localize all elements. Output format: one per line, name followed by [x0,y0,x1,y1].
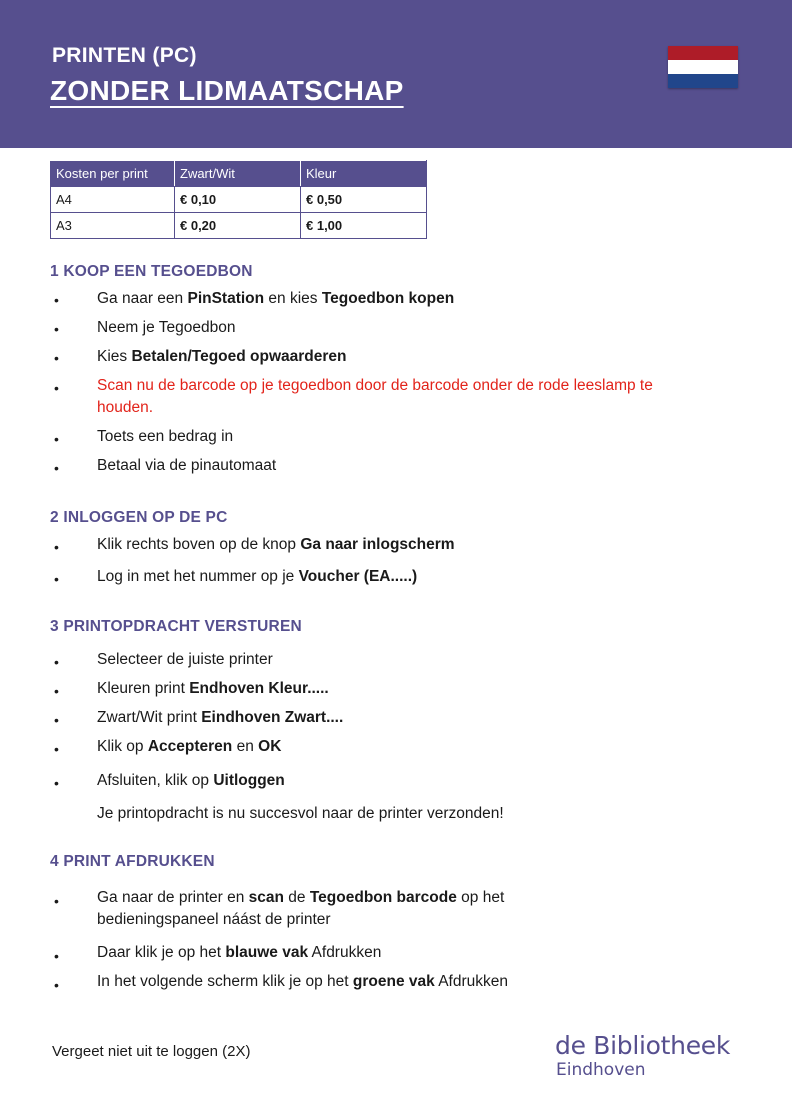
list-item [97,971,717,993]
text-run: Scan nu de barcode op je tegoedbon door de barcode onder de rode leeslamp te houden. [97,377,653,416]
text-run: Kleuren print [97,680,190,697]
emphasis-text: Endhoven Kleur..... [189,680,329,697]
logo-line2: Eindhoven [556,1060,646,1080]
bullet-icon: • [54,460,59,476]
text-run: Toets een bedrag in [97,428,234,445]
list-item [97,426,717,448]
table-header-cell: Zwart/Wit [175,161,301,187]
logout-reminder: Vergeet niet uit te loggen (2X) [52,1043,251,1060]
text-run: Daar klik je op het [97,944,226,961]
text-run: Klik rechts boven op de knop [97,536,301,553]
section-title-3: 3 PRINTOPDRACHT VERSTUREN [50,618,302,635]
emphasis-text: groene vak [352,973,435,990]
list-item [97,649,717,671]
text-run: Selecteer de juiste printer [97,651,273,668]
text-run: Log in met het nummer op je [97,568,299,585]
list-item [97,707,717,729]
text-run: Betaal via de pinautomaat [97,457,277,474]
emphasis-text: Eindhoven Zwart.... [201,709,344,726]
table-cell-price-bw: € 0,10 [175,187,301,213]
text-run: op het bedieningspaneel náást de printer [97,889,505,928]
text-run: In het volgende scherm klik je op het [97,973,353,990]
bullet-icon: • [54,321,59,337]
print-costs-table [50,160,427,239]
bullet-icon: • [54,431,59,447]
emphasis-text: Tegoedbon kopen [321,290,455,307]
bullet-icon: • [54,380,59,396]
table-cell-price-color: € 0,50 [301,187,427,213]
table-row [51,213,427,239]
page-title-line1: PRINTEN (PC) [52,44,197,67]
list-item [97,317,717,339]
bullet-icon: • [54,539,59,555]
bullet-icon: • [54,350,59,366]
flag-band-blue [668,74,738,88]
list-item [97,678,717,700]
table-row [51,187,427,213]
text-run: Afsluiten, klik op [97,772,214,789]
table-header-cell: Kosten per print [51,161,175,187]
text-run: de [284,889,310,906]
bullet-icon: • [54,948,59,964]
emphasis-text: Betalen/Tegoed opwaarderen [131,348,347,365]
list-item [97,736,717,758]
text-run: Kies [97,348,132,365]
emphasis-text: Uitloggen [213,772,285,789]
list-item [97,942,717,964]
text-run: Afdrukken [308,944,382,961]
emphasis-text: scan [248,889,284,906]
bullet-icon: • [54,741,59,757]
text-run: en kies [264,290,322,307]
flag-band-white [668,60,738,74]
list-item [97,534,717,556]
list-item [97,346,717,368]
emphasis-text: Tegoedbon barcode [309,889,457,906]
list-item [97,566,717,588]
table-header-cell: Kleur [301,161,427,187]
emphasis-text: blauwe vak [225,944,309,961]
bullet-icon: • [54,683,59,699]
text-run: Ga naar een [97,290,188,307]
table-cell-price-color: € 1,00 [301,213,427,239]
text-run: Ga naar de printer en [97,889,249,906]
dutch-flag-icon [668,46,738,88]
section-title-2: 2 INLOGGEN OP DE PC [50,509,228,526]
bullet-icon: • [54,712,59,728]
library-logo [555,1032,730,1080]
bullet-icon: • [54,292,59,308]
text-run: Klik op [97,738,148,755]
emphasis-text: Accepteren [147,738,233,755]
text-run: en [232,738,259,755]
text-run: Zwart/Wit print [97,709,202,726]
list-item [97,455,717,477]
bullet-icon: • [54,654,59,670]
text-run: Neem je Tegoedbon [97,319,236,336]
bullet-icon: • [54,893,59,909]
emphasis-text: Ga naar inlogscherm [300,536,455,553]
success-note: Je printopdracht is nu succesvol naar de printer verzonden! [97,805,504,822]
table-cell-price-bw: € 0,20 [175,213,301,239]
list-item [97,770,717,792]
bullet-icon: • [54,775,59,791]
list-item [97,288,717,310]
logo-line1: de Bibliotheek [555,1031,731,1060]
text-run: Afdrukken [434,973,509,990]
table-cell-size: A4 [51,187,175,213]
flag-band-red [668,46,738,60]
header-banner [0,0,792,148]
bullet-icon: • [54,977,59,993]
page-title-line2: ZONDER LIDMAATSCHAP [50,75,404,106]
emphasis-text: Voucher (EA.....) [298,568,418,585]
list-item [97,887,597,931]
bullet-icon: • [54,571,59,587]
emphasis-text: PinStation [187,290,265,307]
list-item [97,375,687,419]
section-title-4: 4 PRINT AFDRUKKEN [50,853,215,870]
table-header-row [51,161,427,187]
section-title-1: 1 KOOP EEN TEGOEDBON [50,263,253,280]
emphasis-text: OK [258,738,282,755]
table-cell-size: A3 [51,213,175,239]
